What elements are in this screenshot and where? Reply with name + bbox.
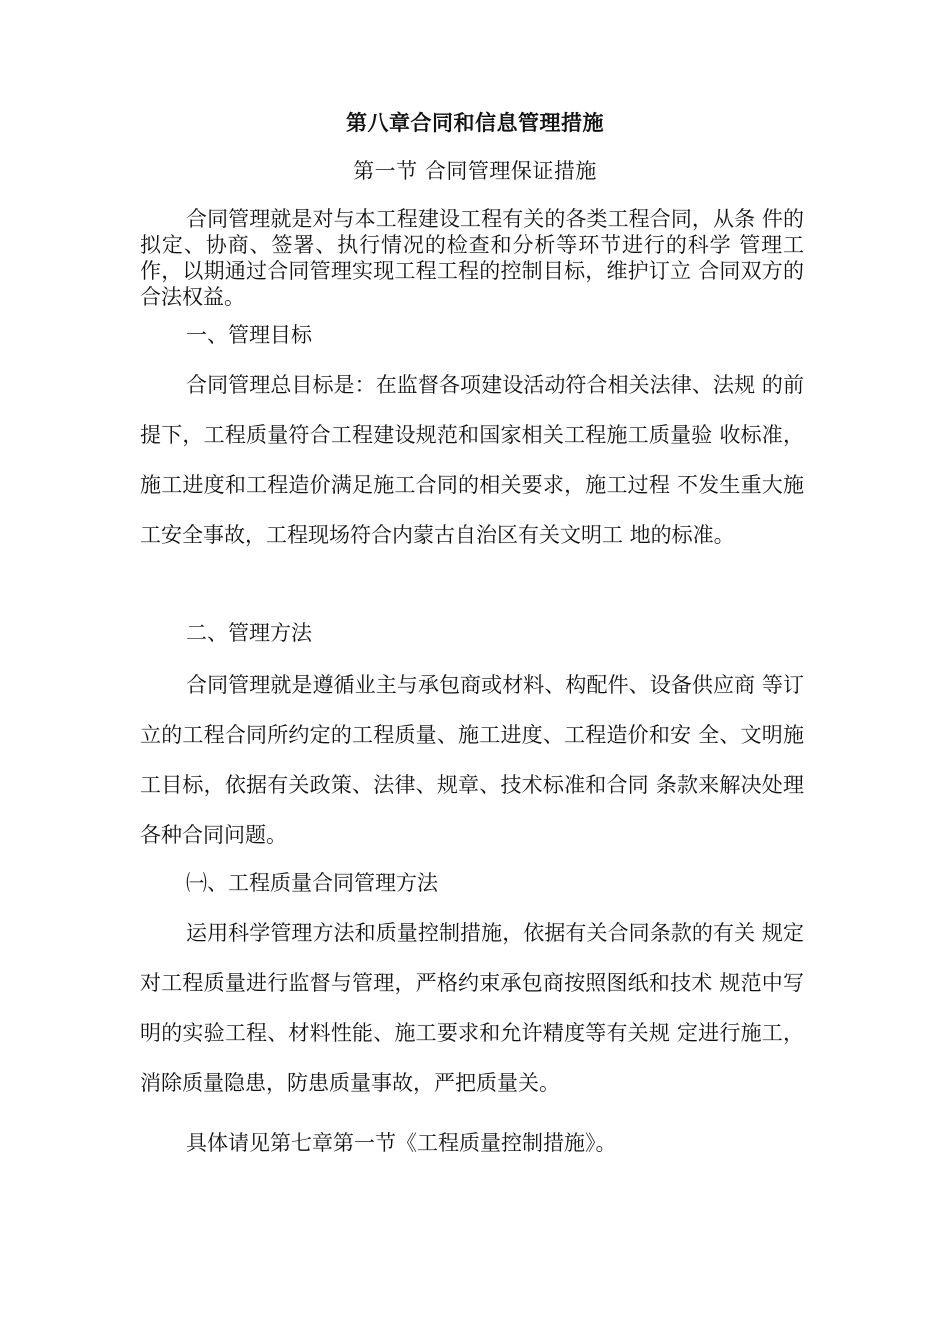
section-title: 第一节 合同管理保证措施 [353,159,597,183]
heading-management-method: 二、管理方法 [186,621,312,645]
quality-paragraph: 运用科学管理方法和质量控制措施，依据有关合同条款的有关 规定对工程质量进行监督与管理，严格约束承包商按照图纸和技术 规范中写明的实验工程、材料性能、施工要求和允许精度等有关规 定进行施工，消除质量隐患，防患质量事故，严把质量关。 [140,921,804,1095]
chapter-title: 第八章合同和信息管理措施 [346,110,604,135]
method-paragraph: 合同管理就是遵循业主与承包商或材料、构配件、设备供应商 等订立的工程合同所约定的工程质量、施工进度、工程造价和安 全、文明施工目标，依据有关政策、法律、规章、技术标准和合同 条款来解决处理各种合同问题。 [140,673,804,847]
goal-paragraph: 合同管理总目标是：在监督各项建设活动符合相关法律、法规 的前提下，工程质量符合工程建设规范和国家相关工程施工质量验 收标准，施工进度和工程造价满足施工合同的相关要求，施工过程 不发生重大施工安全事故，工程现场符合内蒙古自治区有关文明工 地的标准。 [140,373,804,547]
heading-quality-method: ㈠、工程质量合同管理方法 [186,871,438,895]
heading-management-goal: 一、管理目标 [186,323,312,347]
intro-paragraph: 合同管理就是对与本工程建设工程有关的各类工程合同，从条 件的拟定、协商、签署、执行情况的检查和分析等环节进行的科学 管理工作，以期通过合同管理实现工程工程的控制目标，维护订立 合同双方的合法权益。 [140,207,804,309]
reference-line: 具体请见第七章第一节《工程质量控制措施》。 [186,1131,617,1155]
